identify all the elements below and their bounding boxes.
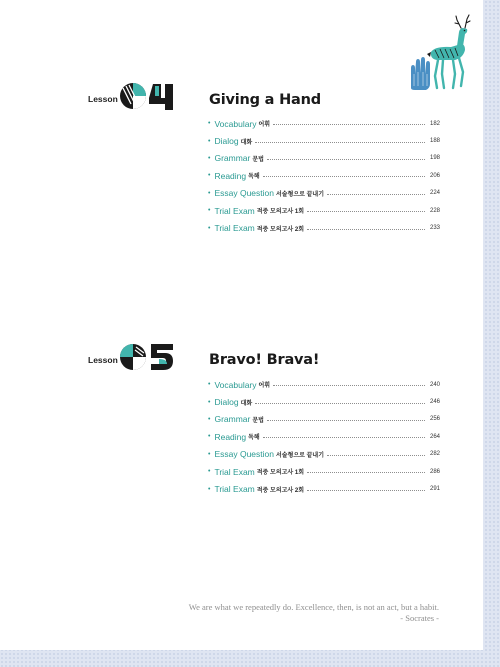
toc-item-trial-exam-1[interactable] — [208, 202, 440, 219]
page-number: 291 — [429, 486, 440, 493]
toc-item-grammar[interactable] — [208, 411, 440, 428]
page-number: 188 — [429, 138, 440, 145]
dot-leader — [255, 142, 425, 143]
dot-leader — [307, 211, 425, 212]
bullet-dot-icon: • — [208, 450, 211, 458]
page-number: 198 — [429, 155, 440, 162]
section-name-ko: 독해 — [248, 174, 260, 181]
bullet-dot-icon: • — [208, 381, 211, 389]
section-name: Dialog — [214, 397, 239, 408]
section-name: Trial Exam — [214, 205, 255, 216]
lesson-title: Bravo! Brava! — [209, 352, 320, 368]
lesson-number-04-graphic — [119, 82, 175, 112]
lesson-label: Lesson — [88, 94, 118, 104]
section-name: Vocabulary — [214, 379, 257, 390]
toc-item-vocabulary[interactable] — [208, 115, 440, 132]
section-name: Reading — [214, 431, 247, 442]
section-name: Trial Exam — [214, 466, 255, 477]
hand-illustration-icon — [411, 57, 430, 90]
dot-leader — [307, 229, 425, 230]
bullet-dot-icon: • — [208, 224, 211, 232]
lesson-04-contents — [208, 115, 440, 237]
section-name-ko: 서술형으로 끝내기 — [275, 452, 325, 459]
toc-item-reading[interactable] — [208, 167, 440, 184]
page-number: 182 — [429, 120, 440, 127]
section-name: Grammar — [214, 414, 251, 425]
dot-leader — [307, 472, 425, 473]
dot-leader — [263, 437, 425, 438]
deer-illustration-icon — [405, 14, 475, 94]
dot-leader — [267, 420, 425, 421]
dot-leader — [327, 194, 425, 195]
section-name-ko: 대화 — [240, 139, 253, 146]
dot-leader — [255, 403, 425, 404]
toc-item-dialog[interactable] — [208, 132, 440, 149]
section-name-ko: 적중 모의고사 1회 — [256, 209, 305, 216]
toc-item-reading[interactable] — [208, 428, 440, 445]
section-name: Trial Exam — [214, 484, 255, 495]
section-name: Grammar — [214, 153, 251, 164]
page-number: 246 — [429, 399, 440, 406]
bullet-dot-icon: • — [208, 433, 211, 441]
bullet-dot-icon: • — [208, 154, 211, 162]
page-number: 224 — [429, 190, 440, 197]
quote-author: - Socrates - — [400, 613, 439, 623]
bullet-dot-icon: • — [208, 468, 211, 476]
dot-leader — [267, 159, 425, 160]
page-number: 282 — [429, 451, 440, 458]
bullet-dot-icon: • — [208, 207, 211, 215]
page-number: 264 — [429, 433, 440, 440]
page-number: 240 — [429, 381, 440, 388]
page-number: 228 — [429, 207, 440, 214]
dot-leader — [273, 385, 425, 386]
lesson-title: Giving a Hand — [209, 92, 321, 108]
bullet-dot-icon: • — [208, 415, 211, 423]
bullet-dot-icon: • — [208, 172, 211, 180]
section-name: Essay Question — [214, 449, 274, 460]
bullet-dot-icon: • — [208, 137, 211, 145]
bullet-dot-icon: • — [208, 485, 211, 493]
section-name-ko: 독해 — [248, 435, 260, 442]
section-name: Vocabulary — [214, 118, 257, 129]
toc-item-trial-exam-1[interactable] — [208, 463, 440, 480]
dot-leader — [273, 124, 425, 125]
toc-item-grammar[interactable] — [208, 150, 440, 167]
bullet-dot-icon: • — [208, 398, 211, 406]
toc-item-essay-question[interactable] — [208, 446, 440, 463]
footer-quote — [189, 602, 439, 624]
lesson-label: Lesson — [88, 355, 118, 365]
section-name: Reading — [214, 170, 247, 181]
lesson-05-contents — [208, 376, 440, 498]
section-name-ko: 문법 — [252, 417, 264, 424]
page-number: 233 — [429, 225, 440, 232]
toc-item-essay-question[interactable] — [208, 185, 440, 202]
toc-item-dialog[interactable] — [208, 393, 440, 410]
section-name-ko: 적중 모의고사 2회 — [256, 487, 305, 494]
section-name-ko: 어휘 — [258, 122, 271, 129]
toc-item-trial-exam-2[interactable] — [208, 219, 440, 236]
section-name-ko: 적중 모의고사 2회 — [256, 226, 305, 233]
lesson-number-05-graphic — [119, 342, 175, 372]
page-number: 286 — [429, 468, 440, 475]
page-number: 206 — [429, 172, 440, 179]
section-name-ko: 어휘 — [258, 383, 271, 390]
bullet-dot-icon: • — [208, 189, 211, 197]
page-number: 256 — [429, 416, 440, 423]
toc-item-vocabulary[interactable] — [208, 376, 440, 393]
section-name-ko: 적중 모의고사 1회 — [256, 470, 305, 477]
bullet-dot-icon: • — [208, 120, 211, 128]
quote-text: We are what we repeatedly do. Excellence, then, is not an act, but a habit. — [188, 602, 439, 612]
section-name: Essay Question — [214, 188, 274, 199]
section-name-ko: 대화 — [240, 400, 253, 407]
dot-leader — [307, 490, 425, 491]
section-name-ko: 서술형으로 끝내기 — [275, 191, 325, 198]
section-name: Dialog — [214, 136, 239, 147]
section-name: Trial Exam — [214, 223, 255, 234]
dot-leader — [327, 455, 425, 456]
section-name-ko: 문법 — [252, 156, 264, 163]
toc-item-trial-exam-2[interactable] — [208, 480, 440, 497]
dot-leader — [263, 176, 425, 177]
